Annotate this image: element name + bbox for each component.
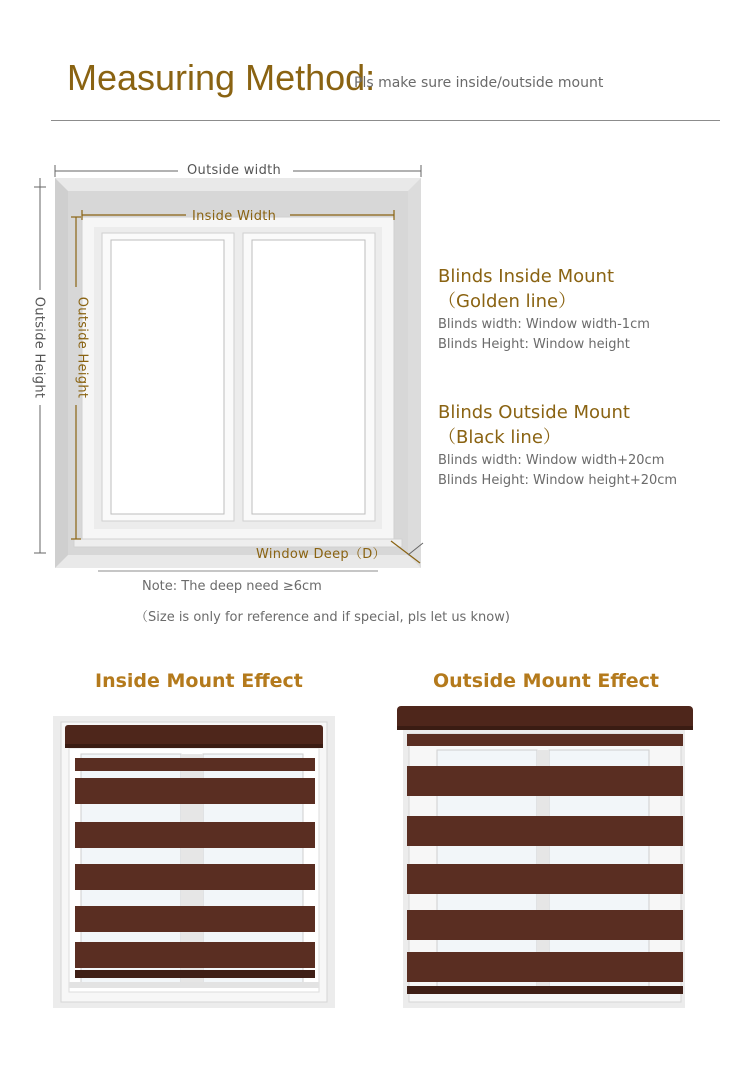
blind-stripe xyxy=(407,816,683,846)
outside-mount-width-rule: Blinds width: Window width+20cm xyxy=(438,453,665,468)
blind-stripe xyxy=(407,766,683,796)
size-note: （Size is only for reference and if special, pls let us know) xyxy=(135,610,510,625)
blind-bottom-rail xyxy=(75,970,315,978)
outside-mount-line-type: （Black line） xyxy=(438,427,561,448)
outside-mount-height-rule: Blinds Height: Window height+20cm xyxy=(438,473,678,488)
blind-stripe xyxy=(407,734,683,746)
blind-stripe xyxy=(407,864,683,894)
blind-headrail xyxy=(65,725,323,747)
left-glass xyxy=(111,240,224,514)
recess-left-side xyxy=(55,178,68,568)
page-subtitle: Pls make sure inside/outside mount xyxy=(354,75,604,91)
recess-right-side xyxy=(408,178,421,568)
inside-mount-title: Blinds Inside Mount xyxy=(438,266,615,287)
outside-width-label: Outside width xyxy=(187,163,282,178)
deep-note: Note: The deep need ≥6cm xyxy=(142,579,322,594)
inside-mount-line-type: （Golden line） xyxy=(438,291,577,312)
blind-stripe xyxy=(75,758,315,771)
blind-bottom-rail xyxy=(407,986,683,994)
outside-mount-effect-title: Outside Mount Effect xyxy=(433,670,659,692)
inside-width-label: Inside Width xyxy=(192,209,277,224)
blind-stripe xyxy=(407,910,683,940)
outside-mount-block xyxy=(438,402,677,488)
outside-mount-effect-image xyxy=(397,704,693,1010)
inside-mount-effect-title: Inside Mount Effect xyxy=(95,670,303,692)
blind-stripe xyxy=(75,906,315,932)
page-title: Measuring Method: xyxy=(67,57,376,98)
blind-stripe xyxy=(407,952,683,982)
blind-stripe xyxy=(75,942,315,968)
right-glass xyxy=(252,240,365,514)
outside-mount-title: Blinds Outside Mount xyxy=(438,402,630,423)
blind-stripe xyxy=(75,822,315,848)
inside-mount-block xyxy=(438,266,650,352)
blind-stripe xyxy=(75,864,315,890)
title-divider xyxy=(51,120,720,121)
inside-height-label: Outside Height xyxy=(74,296,90,399)
blind-stripe xyxy=(75,778,315,804)
outside-height-label: Outside Height xyxy=(31,296,47,399)
window-deep-label: Window Deep（D） xyxy=(256,547,386,562)
inside-mount-effect-image xyxy=(53,716,335,1008)
inside-mount-width-rule: Blinds width: Window width-1cm xyxy=(438,317,650,332)
inside-mount-height-rule: Blinds Height: Window height xyxy=(438,337,630,352)
